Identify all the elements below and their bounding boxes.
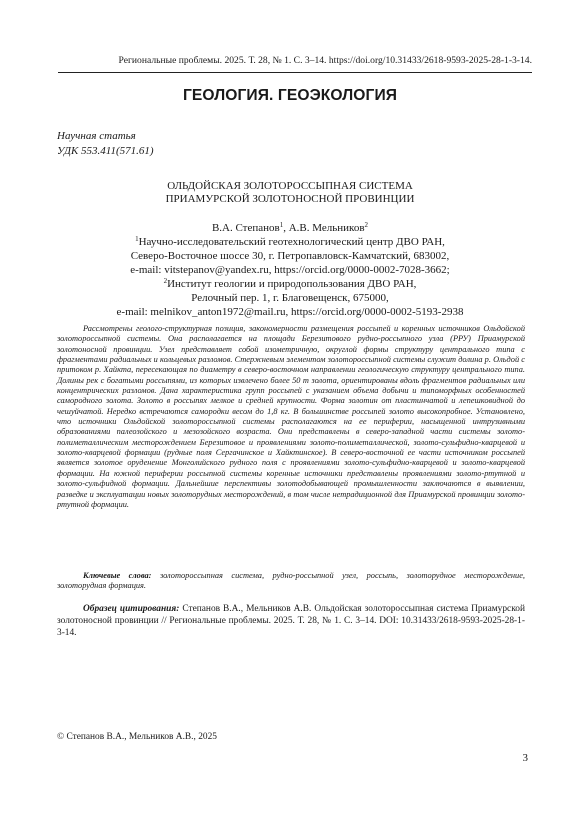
affiliation-2-address: Релочный пер. 1, г. Благовещенск, 675000, <box>191 292 389 304</box>
affiliation-1-institution: Научно-исследовательский геотехнологический центр ДВО РАН, <box>138 236 445 248</box>
header-divider <box>58 72 532 73</box>
keywords-text: золотороссыпная система, рудно-россыпной узел, россыпь, золоторудное месторождение, золоторудная формация. <box>57 571 525 591</box>
author-1-affiliation-mark: 1 <box>279 221 284 229</box>
author-2-name: А.В. Мельников <box>288 222 365 234</box>
affiliation-2-contacts: e-mail: melnikov_anton1972@mail.ru, https://orcid.org/0000-0002-5193-2938 <box>116 306 464 318</box>
affiliation-2-mark: 2 <box>163 277 168 285</box>
affiliation-1-line-1 <box>0 235 580 249</box>
copyright-notice: © Степанов В.А., Мельников А.В., 2025 <box>57 732 217 742</box>
article-title <box>0 180 580 206</box>
author-2-affiliation-mark: 2 <box>364 221 369 229</box>
keywords-label: Ключевые слова: <box>83 571 152 580</box>
citation-paragraph <box>57 604 525 639</box>
udc-code: УДК 553.411(571.61) <box>57 145 154 157</box>
article-type: Научная статья <box>57 130 136 142</box>
page-number: 3 <box>522 752 528 764</box>
affiliation-2-institution: Институт геологии и природопользования ДВО РАН, <box>167 278 417 290</box>
article-title-line-2: ПРИАМУРСКОЙ ЗОЛОТОНОСНОЙ ПРОВИНЦИИ <box>165 193 415 205</box>
keywords-paragraph <box>57 571 525 592</box>
authors-block <box>0 221 580 319</box>
running-header: Региональные проблемы. 2025. Т. 28, № 1. С. 3–14. https://doi.org/10.31433/2618-9593-2025-28-1-3-14. <box>118 55 532 66</box>
abstract: Рассмотрены геолого-структурная позиция, закономерности размещения россыпей и коренных источников Ольдойской золотороссыпной системы. Она располагается на площади Березитового рудно-россыпного узла (РРУ) Приамурской золотоносной провинции. Узел представляет собой изометричную, округлой формы структуру центрального типа с фрагментами радиальных и кольцевых разломов. Стержневым элементом золотороссыпной системы служит долина р. Ольдой с притоком р. Хайкта, пересекающая по диаметру в северо-восточном направлении геологическую структуру центрального типа. Долины рек с богатыми россыпями, из которых извлечено более 50 т золота, ориентированы вдоль фрагментов радиальных или концентрических разломов. Дана характеристика групп россыпей с указанием объема добычи и типоморфных особенностей самородного золота. Золото в россыпях мелкое и средней крупности. Форма золотин от пластинчатой и лепешковидной до чешуйчатой. Нередко встречаются самородки весом до 1,8 кг. В большинстве россыпей золото высокопробное. Установлено, что источники Ольдойской золотороссыпной системы располагаются на ее периферии, насыщенной интрузивными образованиями палеозойского и мезозойского возраста. Они представлены в северо-западной части системы золото-полиметаллическим месторождением Березитовое и проявлениями золото-полиметаллической, золото-сульфидно-кварцевой и золото-кварцевой формации (рудные поля Сергачинское и Хайктинское). В северо-восточной ее части источником россыпей является золотое оруденение Монголийского рудного поля с проявлениями золото-сульфидно-кварцевой и золото-кварцевой формации. На южной периферии россыпной системы коренные источники представлены проявлениями золото-ртутной и золото-сульфидной формации. Дальнейшие перспективы золотодобывающей промышленности заключаются в выявлении, разведке и эксплуатации новых золоторудных месторождений, в том числе нетрадиционной для Приамурской провинции золото-ртутной формации. <box>57 324 525 509</box>
author-1-name: В.А. Степанов <box>211 222 280 234</box>
section-title: ГЕОЛОГИЯ. ГЕОЭКОЛОГИЯ <box>182 87 398 104</box>
authors-line <box>0 221 580 235</box>
author-separator: , <box>283 222 289 234</box>
citation-text: Степанов В.А., Мельников А.В. Ольдойская золотороссыпная система Приамурской золотоносной провинции // Региональные проблемы. 2025. Т. 28, № 1. С. 3–14. DOI: 10.31433/2618-9593-2025-28-1-3-14. <box>57 604 525 638</box>
affiliation-1-address: Северо-Восточное шоссе 30, г. Петропавловск-Камчатский, 683002, <box>130 250 450 262</box>
citation-label: Образец цитирования: <box>83 604 180 614</box>
affiliation-2-line-1 <box>0 277 580 291</box>
affiliation-1-mark: 1 <box>135 235 139 243</box>
affiliation-1-contacts: e-mail: vitstepanov@yandex.ru, https://orcid.org/0000-0002-7028-3662; <box>130 264 450 276</box>
article-title-line-1: ОЛЬДОЙСКАЯ ЗОЛОТОРОССЫПНАЯ СИСТЕМА <box>167 180 413 192</box>
